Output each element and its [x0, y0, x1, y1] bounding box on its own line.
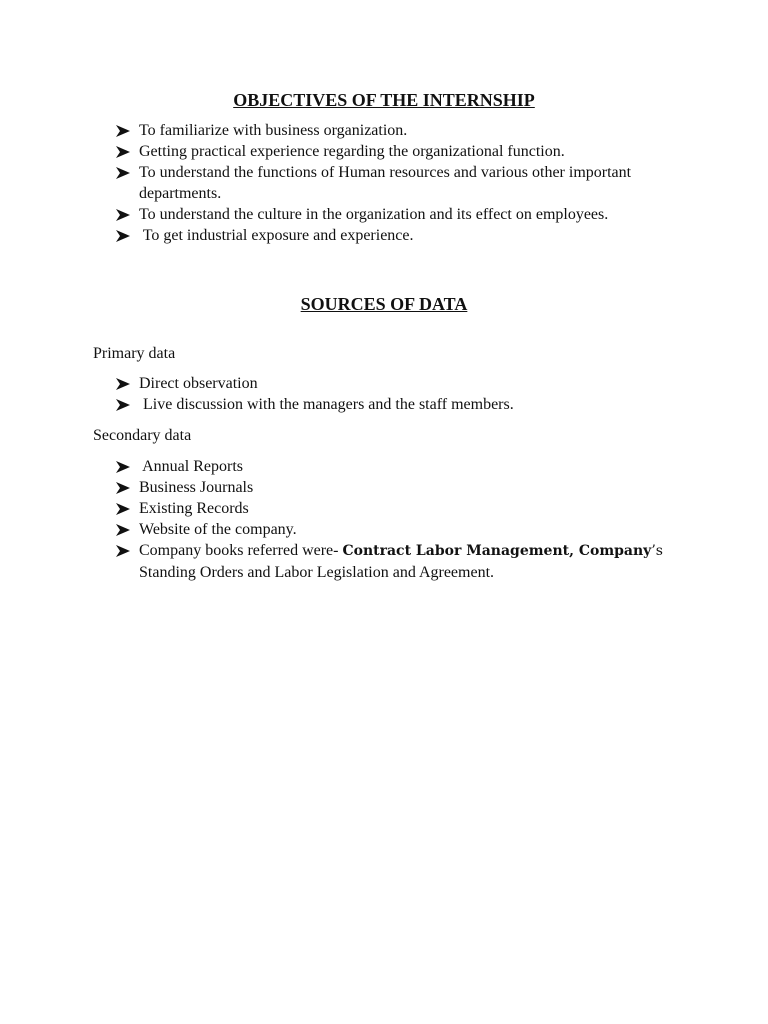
list-item	[116, 394, 696, 415]
secondary-item-text: Business Journals	[139, 479, 254, 496]
arrow-bullet-icon	[116, 461, 130, 473]
arrow-bullet-icon	[116, 378, 130, 390]
secondary-item-text: Existing Records	[139, 500, 249, 517]
secondary-data-label: Secondary data	[93, 427, 192, 444]
list-item	[116, 540, 696, 583]
list-item	[116, 204, 696, 225]
secondary-item-text: Annual Reports	[139, 458, 243, 475]
objective-text: To understand the functions of Human resources and various other important departments.	[139, 164, 632, 202]
list-item	[116, 225, 696, 246]
arrow-bullet-icon	[116, 209, 130, 221]
arrow-bullet-icon	[116, 524, 130, 536]
objective-text: To get industrial exposure and experience.	[139, 227, 414, 244]
secondary-data-list	[116, 456, 696, 583]
arrow-bullet-icon	[116, 167, 130, 179]
primary-data-label: Primary data	[93, 345, 176, 362]
arrow-bullet-icon	[116, 230, 130, 242]
list-item	[116, 477, 696, 498]
arrow-bullet-icon	[116, 482, 130, 494]
primary-item-text: Live discussion with the managers and the staff members.	[139, 396, 514, 413]
list-item	[116, 456, 696, 477]
list-item	[116, 498, 696, 519]
arrow-bullet-icon	[116, 399, 130, 411]
objectives-list	[116, 120, 696, 246]
arrow-bullet-icon	[116, 146, 130, 158]
list-item	[116, 162, 696, 204]
objective-text: To understand the culture in the organization and its effect on employees.	[139, 206, 609, 223]
arrow-bullet-icon	[116, 503, 130, 515]
company-books-prefix: Company books referred were-	[139, 542, 343, 559]
arrow-bullet-icon	[116, 125, 130, 137]
objectives-heading: OBJECTIVES OF THE INTERNSHIP	[233, 90, 535, 110]
primary-item-text: Direct observation	[139, 375, 258, 392]
list-item	[116, 120, 696, 141]
company-books-suffix: Standing Orders and Labor Legislation and Agreement.	[139, 564, 495, 581]
company-books-title: Contract Labor Management, Company	[342, 543, 652, 559]
company-books-possessive: ’s	[651, 543, 663, 559]
list-item	[116, 519, 696, 540]
objective-text: Getting practical experience regarding the organizational function.	[139, 143, 565, 160]
sources-heading: SOURCES OF DATA	[300, 294, 468, 314]
list-item	[116, 373, 696, 394]
list-item	[116, 141, 696, 162]
primary-data-list	[116, 373, 696, 415]
secondary-item-text: Website of the company.	[139, 521, 297, 538]
objective-text: To familiarize with business organization.	[139, 122, 408, 139]
arrow-bullet-icon	[116, 545, 130, 557]
